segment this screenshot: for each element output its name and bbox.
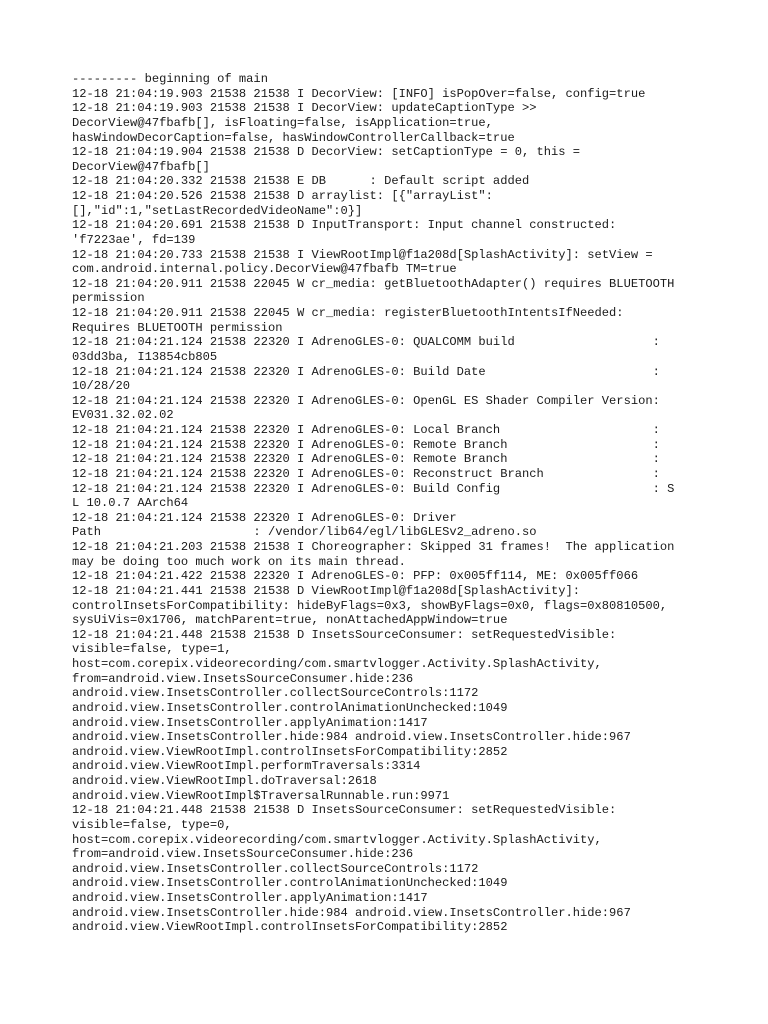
log-line: android.view.ViewRootImpl.controlInsetsForCompatibility:2852 bbox=[72, 744, 508, 759]
log-line: 12-18 21:04:21.448 21538 21538 D InsetsSourceConsumer: setRequestedVisible: bbox=[72, 803, 617, 818]
log-line: 12-18 21:04:21.124 21538 22320 I AdrenoGLES-0: Build Date : bbox=[72, 364, 660, 379]
log-line: android.view.InsetsController.collectSourceControls:1172 bbox=[72, 686, 479, 701]
log-line: android.view.InsetsController.controlAnimationUnchecked:1049 bbox=[72, 876, 508, 891]
log-line: 12-18 21:04:20.526 21538 21538 D arraylist: [{"arrayList": bbox=[72, 189, 493, 203]
log-line: 12-18 21:04:19.904 21538 21538 D DecorView: setCaptionType = 0, this = bbox=[72, 145, 581, 160]
log-line: 12-18 21:04:21.124 21538 22320 I AdrenoGLES-0: Remote Branch : bbox=[72, 452, 660, 467]
log-line: 12-18 21:04:21.441 21538 21538 D ViewRootImpl@f1a208d[SplashActivity]: bbox=[72, 583, 581, 598]
log-line: visible=false, type=0, bbox=[72, 817, 232, 832]
log-line: host=com.corepix.videorecording/com.smartvlogger.Activity.SplashActivity, bbox=[72, 657, 602, 671]
log-line: 12-18 21:04:19.903 21538 21538 I DecorView: updateCaptionType >> bbox=[72, 101, 537, 116]
log-line: EV031.32.02.02 bbox=[72, 408, 174, 423]
log-line: hasWindowDecorCaption=false, hasWindowControllerCallback=true bbox=[72, 130, 515, 145]
log-line: 12-18 21:04:20.733 21538 21538 I ViewRootImpl@f1a208d[SplashActivity]: setView = bbox=[72, 247, 653, 262]
log-line: [],"id":1,"setLastRecordedVideoName":0}] bbox=[72, 203, 363, 218]
log-line: 12-18 21:04:21.124 21538 22320 I AdrenoGLES-0: OpenGL ES Shader Compiler Version: bbox=[72, 393, 660, 408]
log-line: 12-18 21:04:20.911 21538 22045 W cr_media: registerBluetoothIntentsIfNeeded: bbox=[72, 306, 624, 320]
log-line: 12-18 21:04:21.124 21538 22320 I AdrenoGLES-0: Local Branch : bbox=[72, 423, 660, 437]
log-line: 03dd3ba, I13854cb805 bbox=[72, 349, 218, 364]
log-line: 12-18 21:04:21.124 21538 22320 I AdrenoGLES-0: Driver bbox=[72, 510, 457, 525]
log-text-block bbox=[72, 72, 702, 935]
log-line: 12-18 21:04:21.422 21538 22320 I AdrenoGLES-0: PFP: 0x005ff114, ME: 0x005ff066 bbox=[72, 569, 639, 584]
log-line: 12-18 21:04:21.124 21538 22320 I AdrenoGLES-0: Remote Branch : bbox=[72, 437, 660, 452]
log-line: 10/28/20 bbox=[72, 379, 131, 394]
log-line: DecorView@47fbafb[] bbox=[72, 159, 210, 174]
log-line: 12-18 21:04:21.448 21538 21538 D InsetsSourceConsumer: setRequestedVisible: bbox=[72, 627, 617, 642]
log-line: android.view.ViewRootImpl.performTraversals:3314 bbox=[72, 759, 421, 774]
log-line: 12-18 21:04:20.691 21538 21538 D InputTransport: Input channel constructed: bbox=[72, 218, 617, 233]
log-line: 12-18 21:04:21.124 21538 22320 I AdrenoGLES-0: QUALCOMM build : bbox=[72, 335, 660, 350]
log-line: from=android.view.InsetsSourceConsumer.hide:236 bbox=[72, 671, 414, 686]
log-line: may be doing too much work on its main thread. bbox=[72, 554, 406, 569]
log-line: from=android.view.InsetsSourceConsumer.hide:236 bbox=[72, 847, 414, 862]
log-line: DecorView@47fbafb[], isFloating=false, isApplication=true, bbox=[72, 115, 493, 130]
log-line: com.android.internal.policy.DecorView@47fbafb TM=true bbox=[72, 262, 457, 277]
log-line: L 10.0.7 AArch64 bbox=[72, 496, 189, 511]
log-line: 'f7223ae', fd=139 bbox=[72, 232, 196, 247]
log-line: 12-18 21:04:20.332 21538 21538 E DB : Default script added bbox=[72, 174, 530, 189]
log-line: 12-18 21:04:21.124 21538 22320 I AdrenoGLES-0: Build Config : S bbox=[72, 481, 675, 496]
log-line: android.view.InsetsController.collectSourceControls:1172 bbox=[72, 861, 479, 876]
log-line: --------- beginning of main bbox=[72, 72, 268, 86]
log-line: Requires BLUETOOTH permission bbox=[72, 320, 283, 335]
log-line: Path : /vendor/lib64/egl/libGLESv2_adreno.so bbox=[72, 525, 537, 540]
log-line: android.view.ViewRootImpl.controlInsetsForCompatibility:2852 bbox=[72, 920, 508, 935]
log-line: controlInsetsForCompatibility: hideByFlags=0x3, showByFlags=0x0, flags=0x80810500, bbox=[72, 598, 668, 613]
log-line: 12-18 21:04:21.203 21538 21538 I Choreographer: Skipped 31 frames! The application bbox=[72, 540, 675, 554]
log-line: permission bbox=[72, 291, 145, 306]
log-line: android.view.InsetsController.applyAnimation:1417 bbox=[72, 715, 428, 730]
log-line: android.view.InsetsController.controlAnimationUnchecked:1049 bbox=[72, 700, 508, 715]
log-line: sysUiVis=0x1706, matchParent=true, nonAttachedAppWindow=true bbox=[72, 613, 508, 628]
log-line: visible=false, type=1, bbox=[72, 642, 232, 657]
log-line: host=com.corepix.videorecording/com.smartvlogger.Activity.SplashActivity, bbox=[72, 832, 602, 847]
log-line: android.view.InsetsController.hide:984 android.view.InsetsController.hide:967 bbox=[72, 730, 631, 745]
log-line: android.view.InsetsController.applyAnimation:1417 bbox=[72, 891, 428, 905]
log-line: 12-18 21:04:20.911 21538 22045 W cr_media: getBluetoothAdapter() requires BLUETOOTH bbox=[72, 276, 675, 291]
log-line: 12-18 21:04:19.903 21538 21538 I DecorView: [INFO] isPopOver=false, config=true bbox=[72, 86, 646, 101]
log-line: 12-18 21:04:21.124 21538 22320 I AdrenoGLES-0: Reconstruct Branch : bbox=[72, 466, 660, 481]
log-line: android.view.ViewRootImpl.doTraversal:2618 bbox=[72, 774, 377, 788]
log-line: android.view.ViewRootImpl$TraversalRunnable.run:9971 bbox=[72, 788, 450, 803]
log-line: android.view.InsetsController.hide:984 android.view.InsetsController.hide:967 bbox=[72, 905, 631, 920]
